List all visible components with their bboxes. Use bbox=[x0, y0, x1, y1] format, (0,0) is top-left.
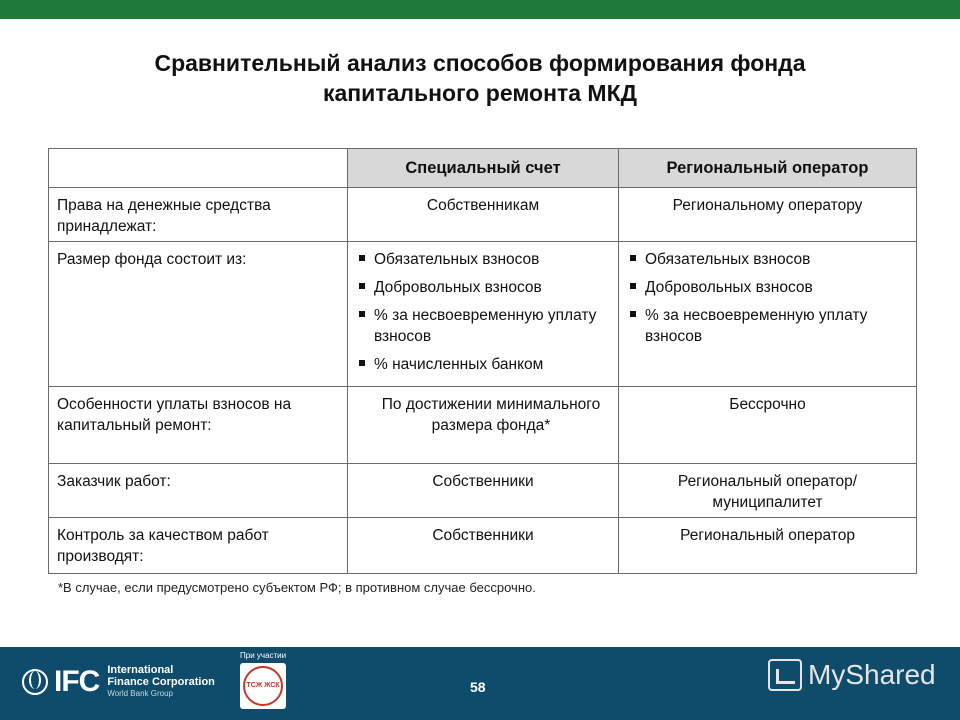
ifc-name-line-2: Finance Corporation bbox=[107, 676, 215, 688]
list-item: Добровольных взносов bbox=[374, 277, 610, 298]
row-label-fund: Размер фонда состоит из: bbox=[49, 242, 348, 387]
cell-payments-special: По достижении минимального размера фонда* bbox=[348, 387, 619, 464]
ifc-logo-subtitle bbox=[107, 664, 215, 700]
header-cell-regional-operator: Региональный оператор bbox=[619, 149, 917, 188]
row-label-control: Контроль за качеством работ производят: bbox=[49, 518, 348, 574]
footnote: *В случае, если предусмотрено субъектом РФ; в противном случае бессрочно. bbox=[58, 580, 536, 595]
cell-control-regional: Региональный оператор bbox=[619, 518, 917, 574]
comparison-table bbox=[48, 148, 917, 574]
cell-payments-regional: Бессрочно bbox=[619, 387, 917, 464]
ifc-logo-text: IFC bbox=[54, 665, 100, 698]
list-item: % начисленных банком bbox=[374, 354, 610, 375]
cell-owners-regional: Региональному оператору bbox=[619, 188, 917, 242]
table-row bbox=[49, 464, 917, 518]
list-item: % за несвоевременную уплату взносов bbox=[645, 305, 908, 347]
ifc-name-line-3: World Bank Group bbox=[107, 689, 173, 698]
list-item: Добровольных взносов bbox=[645, 277, 908, 298]
table-row bbox=[49, 387, 917, 464]
cell-control-special: Собственники bbox=[348, 518, 619, 574]
header-cell-special-account: Специальный счет bbox=[348, 149, 619, 188]
partner-caption: При участии bbox=[240, 651, 287, 660]
slide-title-line-1: Сравнительный анализ способов формирования фонда bbox=[154, 50, 806, 76]
fund-regional-list bbox=[627, 249, 908, 347]
page-number: 58 bbox=[470, 679, 486, 695]
cell-customer-special: Собственники bbox=[348, 464, 619, 518]
table-row bbox=[49, 188, 917, 242]
cell-customer-regional: Региональный оператор/ муниципалитет bbox=[619, 464, 917, 518]
cell-owners-special: Собственникам bbox=[348, 188, 619, 242]
cell-fund-special bbox=[348, 242, 619, 387]
row-label-customer: Заказчик работ: bbox=[49, 464, 348, 518]
row-label-owners: Права на денежные средства принадлежат: bbox=[49, 188, 348, 242]
partner-seal-icon: ТСЖ ЖСК bbox=[243, 666, 283, 706]
table-header-row bbox=[49, 149, 917, 188]
watermark-text: MyShared bbox=[808, 659, 936, 690]
row-label-payments: Особенности уплаты взносов на капитальный ремонт: bbox=[49, 387, 348, 464]
slide-title-line-2: капитального ремонта МКД bbox=[322, 80, 637, 106]
list-item: Обязательных взносов bbox=[374, 249, 610, 270]
ifc-logo bbox=[22, 664, 215, 700]
top-accent-bar bbox=[0, 0, 960, 19]
table-row bbox=[49, 242, 917, 387]
partner-block bbox=[240, 651, 286, 709]
slide-title bbox=[40, 48, 920, 108]
globe-icon bbox=[22, 669, 48, 695]
table-row bbox=[49, 518, 917, 574]
list-item: % за несвоевременную уплату взносов bbox=[374, 305, 610, 347]
footer-bar bbox=[0, 647, 960, 720]
watermark bbox=[768, 659, 936, 691]
cell-fund-regional bbox=[619, 242, 917, 387]
ifc-name-line-1: International bbox=[107, 664, 174, 676]
fund-special-list bbox=[356, 249, 610, 375]
list-item: Обязательных взносов bbox=[645, 249, 908, 270]
partner-logo bbox=[240, 663, 286, 709]
header-cell-empty bbox=[49, 149, 348, 188]
presentation-icon bbox=[768, 659, 802, 691]
